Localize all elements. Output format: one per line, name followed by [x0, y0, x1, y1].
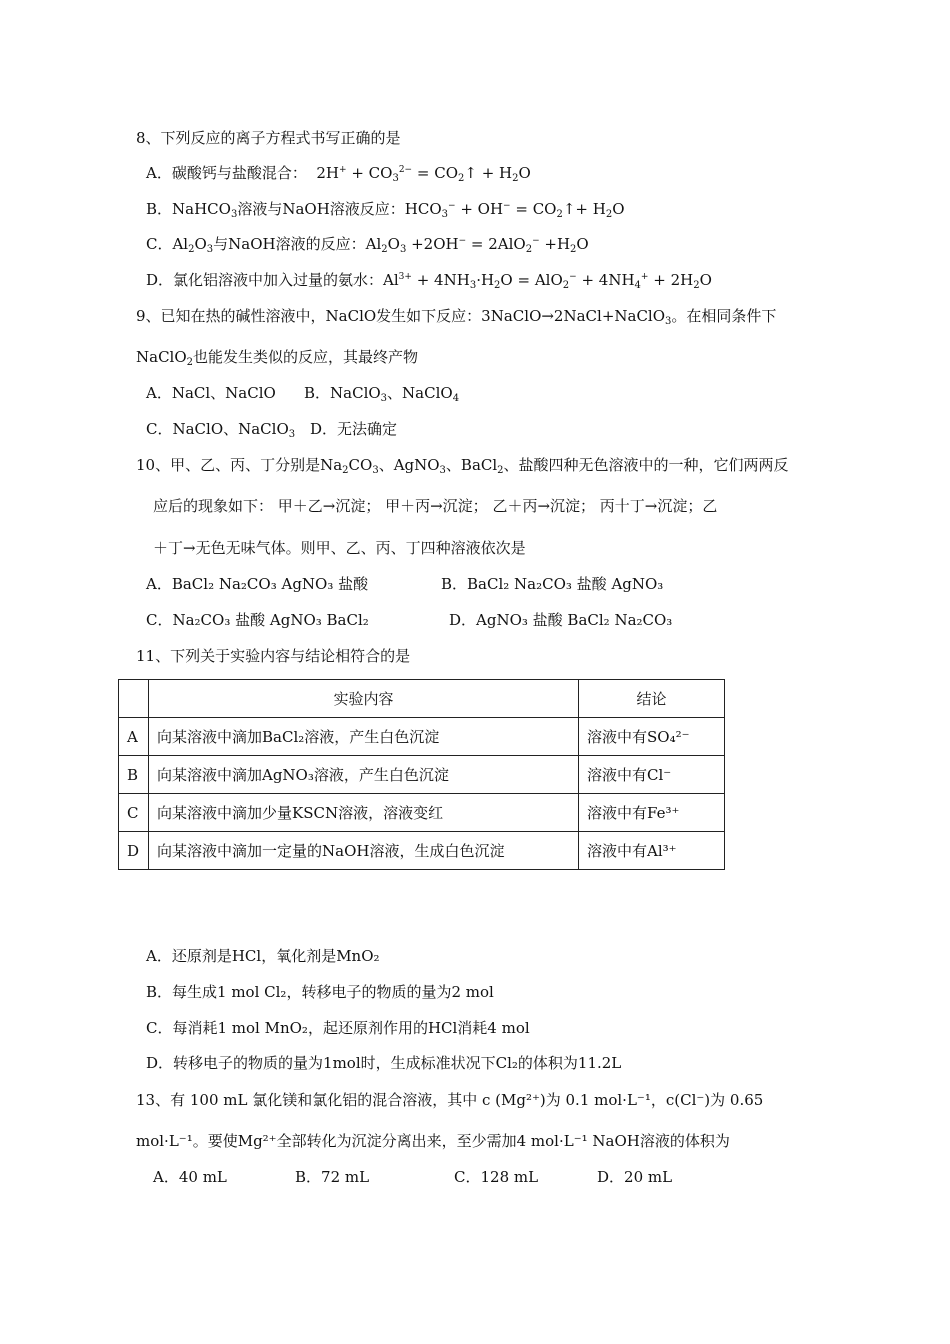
q8-c-sub: 3 — [206, 244, 214, 255]
q13-option-a: A．40 mL — [153, 1168, 227, 1186]
row-conclusion: 溶液中有Fe³⁺ — [579, 794, 725, 832]
row-key: C — [119, 794, 149, 832]
q8-b-sub: 3 — [441, 209, 449, 220]
row-content: 向某溶液中滴加BaCl₂溶液，产生白色沉淀 — [149, 718, 579, 756]
q8-c-sup: − — [458, 236, 467, 246]
q10-option-d: D．AgNO₃ 盐酸 BaCl₂ Na₂CO₃ — [449, 611, 673, 629]
q8-d-text: O = AlO — [500, 271, 563, 289]
q10-stem-line1 — [136, 455, 789, 475]
q9-c-text: C．NaClO、NaClO — [146, 420, 289, 438]
q10-sub: 3 — [439, 465, 446, 476]
q8-c-sub: 2 — [525, 244, 533, 255]
q8-a-eq: O — [518, 164, 531, 182]
q8-b-sup: − — [448, 201, 456, 211]
q8-d-sub: 3 — [469, 280, 477, 291]
q8-a-sub: 2 — [512, 173, 519, 184]
q12-option-b: B．每生成1 mol Cl₂，转移电子的物质的量为2 mol — [146, 983, 494, 1001]
q8-d-sup: + — [640, 272, 649, 282]
q10-text: 、AgNO — [378, 456, 440, 474]
q10-text: 10、甲、乙、丙、丁分别是Na — [136, 456, 343, 474]
q8-stem: 8、下列反应的离子方程式书写正确的是 — [136, 129, 401, 147]
q10-text: 、盐酸四种无色溶液中的一种，它们两两反 — [503, 456, 789, 474]
q8-b-text: = CO — [510, 200, 557, 218]
q9-option-a: A．NaCl、NaClO — [146, 384, 276, 402]
q8-b-text: B．NaHCO — [146, 200, 231, 218]
q9-stem-line1 — [136, 306, 776, 326]
q9-option-c — [146, 419, 295, 439]
q9-b-sub: 4 — [452, 393, 460, 404]
q10-sub: 3 — [372, 465, 379, 476]
q8-c-sub: 2 — [381, 244, 388, 255]
q8-c-text: 与NaOH溶液的反应：Al — [213, 235, 382, 253]
q8-option-d — [146, 270, 712, 290]
q13-option-d: D．20 mL — [597, 1168, 673, 1186]
q9-sub: 2 — [186, 357, 194, 368]
q11-stem: 11、下列关于实验内容与结论相符合的是 — [136, 647, 411, 665]
q8-c-text: +2OH — [406, 235, 459, 253]
q8-c-text: +H — [539, 235, 571, 253]
row-conclusion: 溶液中有SO₄²⁻ — [579, 718, 725, 756]
table-row — [119, 756, 725, 794]
q8-b-sub: 2 — [605, 209, 613, 220]
row-key: B — [119, 756, 149, 794]
q8-d-text: + 2H — [648, 271, 694, 289]
table-row — [119, 794, 725, 832]
q8-c-sub: 2 — [188, 244, 195, 255]
q9-text: 9、已知在热的碱性溶液中，NaClO发生如下反应：3NaClO→2NaCl+NaClO — [136, 307, 666, 325]
header-conclusion: 结论 — [579, 680, 725, 718]
q9-b-text: B．NaClO — [304, 384, 381, 402]
q8-b-text: ↑+ H — [562, 200, 606, 218]
q8-b-sub: 2 — [556, 209, 563, 220]
q10-stem-line3: ＋丁→无色无味气体。则甲、乙、丙、丁四种溶液依次是 — [153, 539, 526, 557]
q8-c-text: = 2AlO — [466, 235, 526, 253]
q8-a-eq: 2H — [316, 164, 340, 182]
q8-c-sub: 2 — [570, 244, 577, 255]
q8-option-b — [146, 199, 625, 219]
q9-b-text: 、NaClO — [387, 384, 453, 402]
row-conclusion: 溶液中有Cl⁻ — [579, 756, 725, 794]
q8-option-c — [146, 234, 589, 254]
q9-option-b — [304, 383, 459, 403]
q13-stem-line2: mol·L⁻¹。要使Mg²⁺全部转化为沉淀分离出来，至少需加4 mol·L⁻¹ NaOH溶液的体积为 — [136, 1132, 730, 1150]
q10-option-a: A．BaCl₂ Na₂CO₃ AgNO₃ 盐酸 — [146, 575, 369, 593]
q9-stem-line2 — [136, 347, 418, 367]
row-key: A — [119, 718, 149, 756]
q9-text: 。在相同条件下 — [671, 307, 777, 325]
q8-a-sup: 2− — [398, 165, 413, 175]
q8-d-text: + 4NH — [411, 271, 470, 289]
q8-d-text: + 4NH — [576, 271, 635, 289]
q12-option-a: A．还原剂是HCl，氧化剂是MnO₂ — [146, 947, 380, 965]
row-content: 向某溶液中滴加一定量的NaOH溶液，生成白色沉淀 — [149, 832, 579, 870]
q8-c-text: C．Al — [146, 235, 189, 253]
q9-b-sub: 3 — [380, 393, 388, 404]
q10-text: CO — [348, 456, 373, 474]
q13-stem-line1: 13、有 100 mL 氯化镁和氯化铝的混合溶液，其中 c (Mg²⁺)为 0.1 mol·L⁻¹，c(Cl⁻)为 0.65 — [136, 1091, 764, 1109]
q8-b-text: O — [612, 200, 625, 218]
row-conclusion: 溶液中有Al³⁺ — [579, 832, 725, 870]
q8-d-sub: 2 — [562, 280, 570, 291]
q10-sub: 2 — [497, 465, 504, 476]
row-content: 向某溶液中滴加AgNO₃溶液，产生白色沉淀 — [149, 756, 579, 794]
q8-a-eq: = CO — [412, 164, 458, 182]
row-content: 向某溶液中滴加少量KSCN溶液，溶液变红 — [149, 794, 579, 832]
q8-d-sub: 2 — [693, 280, 700, 291]
q10-text: 、BaCl — [445, 456, 498, 474]
q8-d-sub: 2 — [494, 280, 501, 291]
q8-d-sup: − — [569, 272, 577, 282]
q13-option-c: C．128 mL — [454, 1168, 539, 1186]
table-row — [119, 832, 725, 870]
q13-option-b: B．72 mL — [295, 1168, 370, 1186]
table-header-row — [119, 680, 725, 718]
experiment-table — [118, 679, 725, 870]
q8-d-text: ·H — [476, 271, 495, 289]
q8-a-sub: 3 — [392, 173, 399, 184]
q8-option-a-label: A．碳酸钙与盐酸混合： — [146, 164, 307, 182]
q8-a-eq: + CO — [346, 164, 393, 182]
q8-option-a — [146, 163, 531, 183]
q8-b-text: 溶液与NaOH溶液反应：HCO — [237, 200, 442, 218]
q12-option-d: D．转移电子的物质的量为1mol时，生成标准状况下Cl₂的体积为11.2L — [146, 1054, 622, 1072]
header-key — [119, 680, 149, 718]
q8-c-text: O — [387, 235, 400, 253]
q8-c-text: O — [576, 235, 589, 253]
q10-sub: 2 — [342, 465, 349, 476]
q8-d-text: D．氯化铝溶液中加入过量的氨水：Al — [146, 271, 399, 289]
q8-b-sup: − — [503, 201, 511, 211]
q8-c-text: O — [194, 235, 207, 253]
row-key: D — [119, 832, 149, 870]
q8-d-text: O — [699, 271, 712, 289]
q8-a-sub: 2 — [458, 173, 465, 184]
table-row — [119, 718, 725, 756]
q9-text: NaClO — [136, 348, 187, 366]
q8-b-text: + OH — [455, 200, 504, 218]
q8-d-sup: 3+ — [398, 272, 412, 282]
q8-c-sub: 3 — [399, 244, 407, 255]
q10-option-c: C．Na₂CO₃ 盐酸 AgNO₃ BaCl₂ — [146, 611, 369, 629]
q9-option-d: D．无法确定 — [310, 420, 398, 438]
q12-option-c: C．每消耗1 mol MnO₂，起还原剂作用的HCl消耗4 mol — [146, 1019, 530, 1037]
q9-c-sub: 3 — [288, 429, 296, 440]
q9-sub: 3 — [665, 316, 672, 327]
header-content: 实验内容 — [149, 680, 579, 718]
q8-d-sub: 4 — [634, 280, 641, 291]
q8-c-sup: − — [532, 236, 540, 246]
q10-stem-line2: 应后的现象如下： 甲＋乙→沉淀； 甲＋丙→沉淀； 乙＋丙→沉淀； 丙十丁→沉淀；乙 — [153, 497, 718, 515]
q8-a-sup: + — [339, 165, 347, 175]
q10-option-b: B．BaCl₂ Na₂CO₃ 盐酸 AgNO₃ — [441, 575, 664, 593]
q8-b-sub: 3 — [230, 209, 238, 220]
q8-a-eq: ↑ + H — [464, 164, 513, 182]
q9-text: 也能发生类似的反应，其最终产物 — [193, 348, 419, 366]
